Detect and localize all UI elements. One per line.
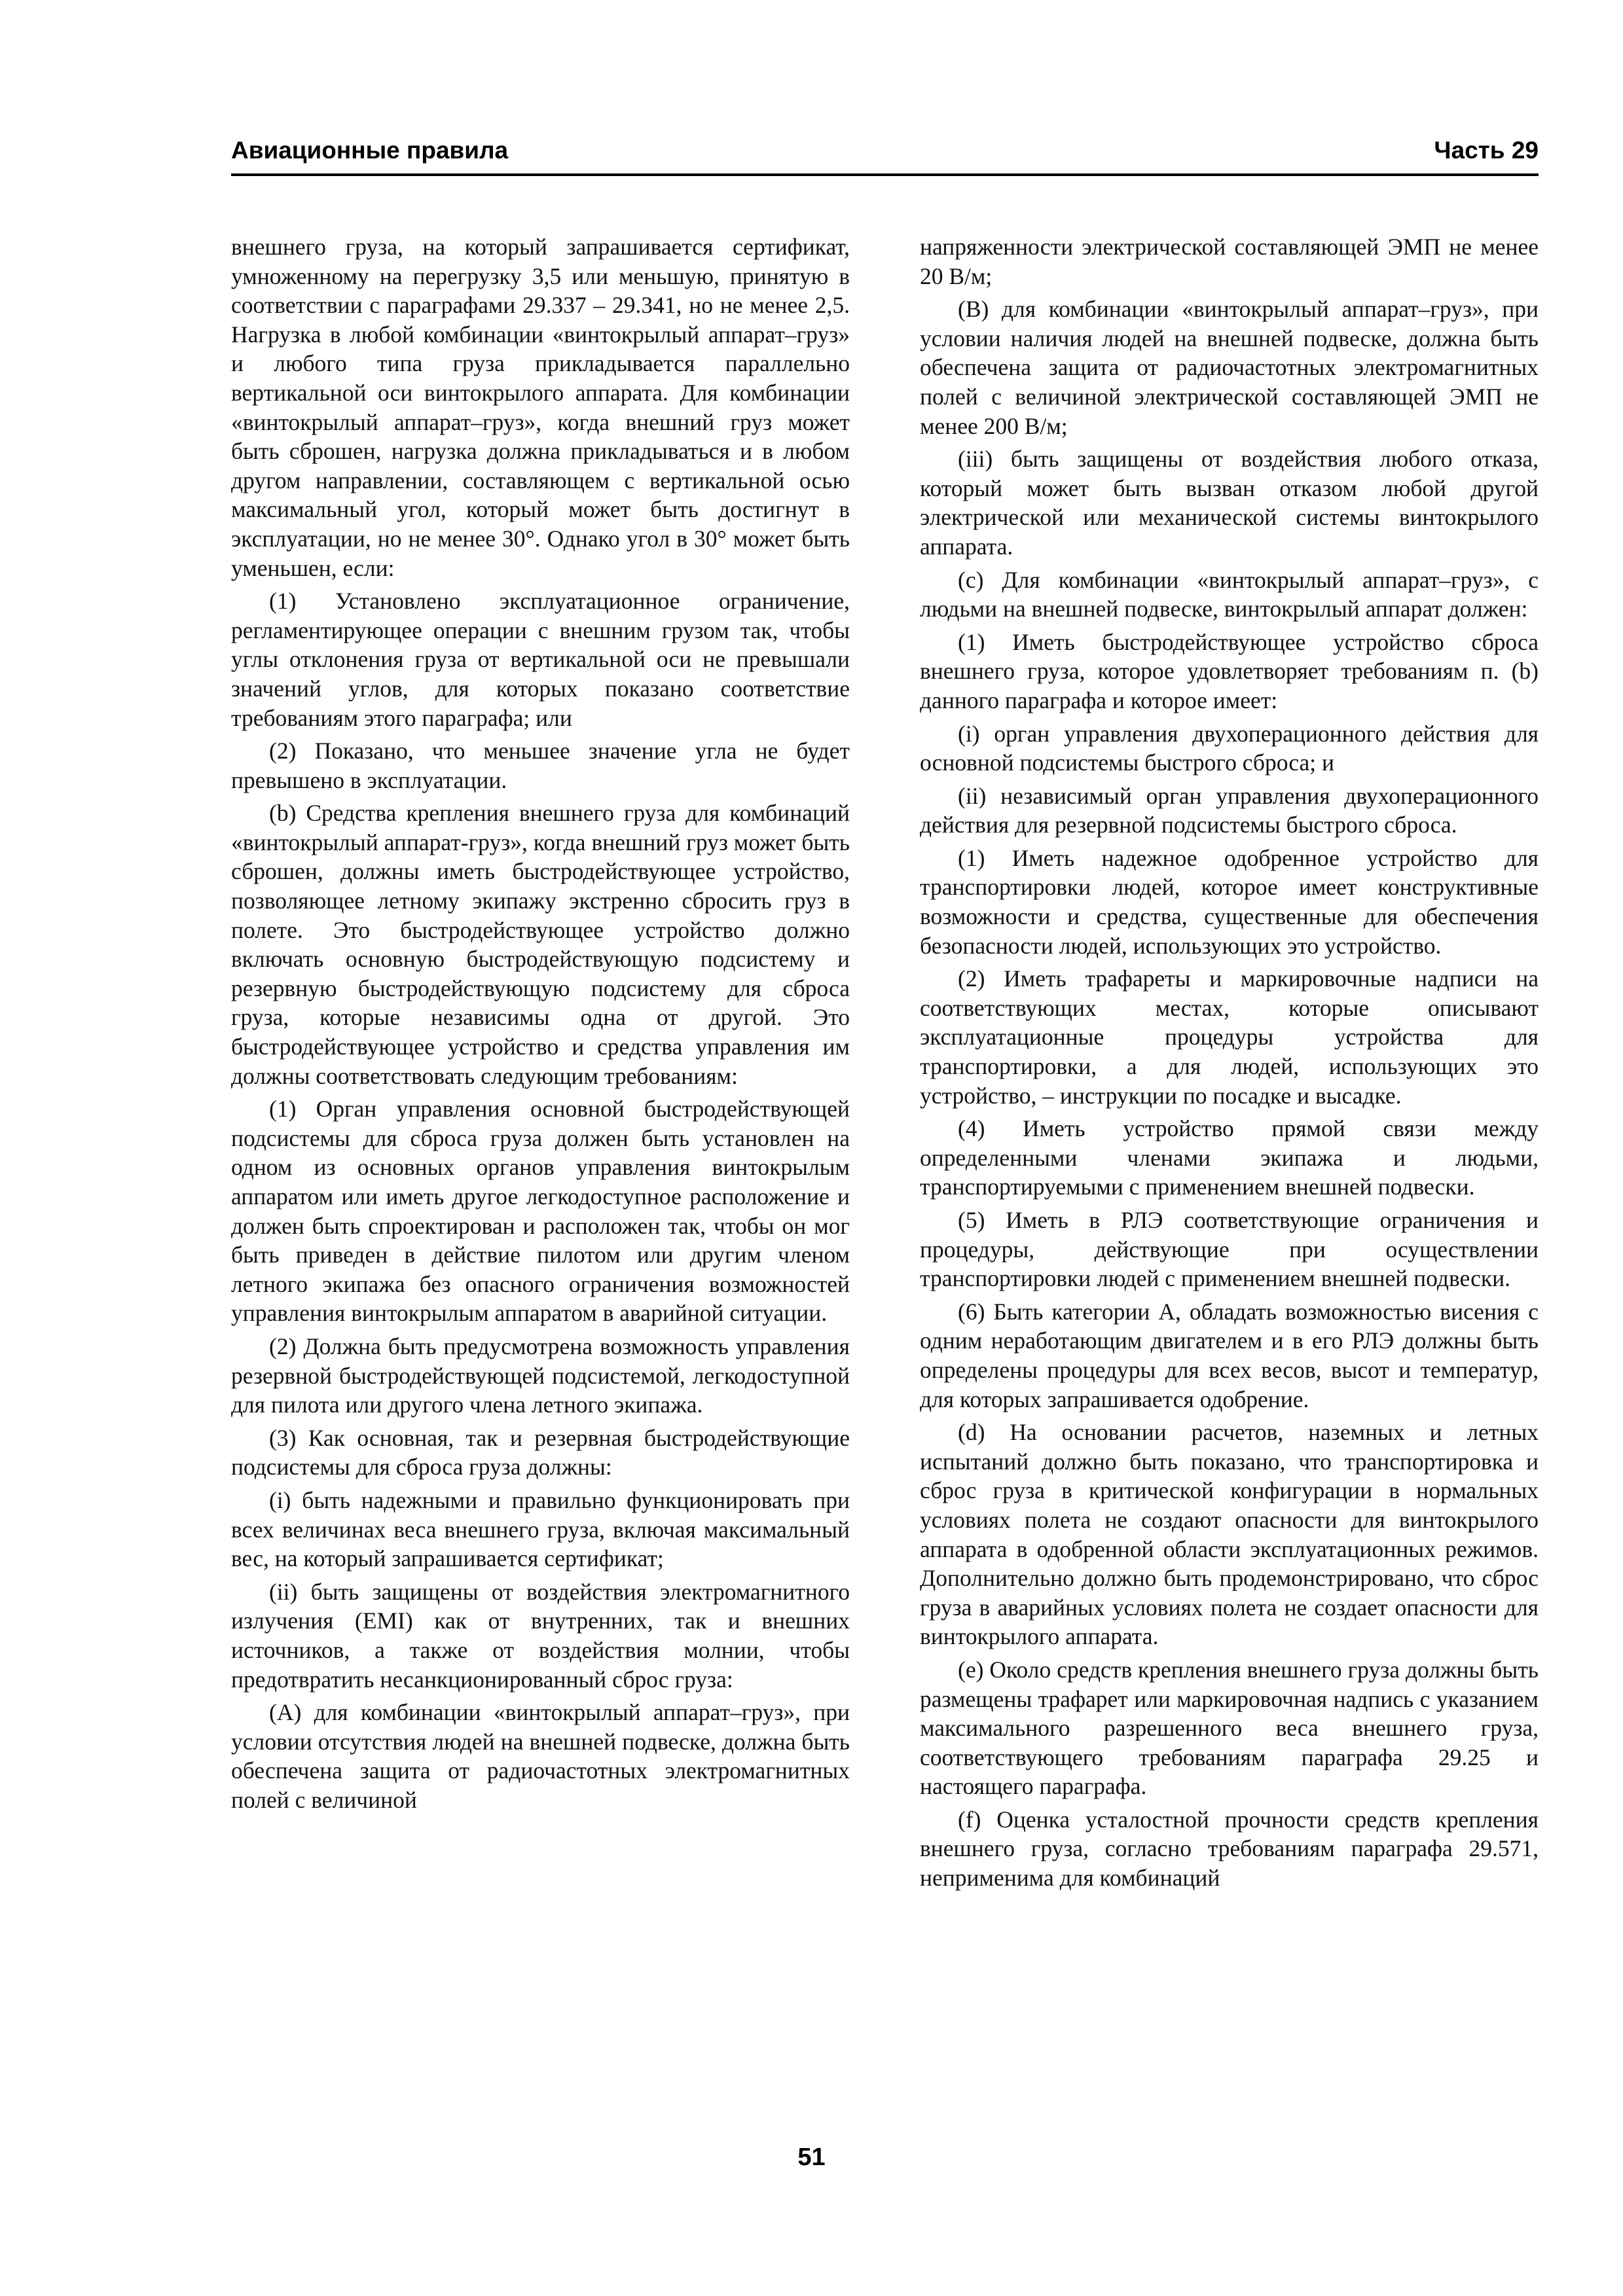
- paragraph: внешнего груза, на который запрашивается сертификат, умноженному на перегрузку 3,5 или меньшую, принятую в соответствии с параграфами 29.337 – 29.341, но не менее 2,5. Нагрузка в любой комбинации «винтокрылый аппарат–груз» и любого типа груза прикладывается параллельно вертикальной оси винтокрылого аппарата. Для комбинации «винтокрылый аппарат–груз», когда внешний груз может быть сброшен, нагрузка должна прикладываться и в любом другом направлении, составляющем с вертикальной осью максимальный угол, который может быть достигнут в эксплуатации, но не менее 30°. Однако угол в 30° может быть уменьшен, если:: [231, 234, 850, 581]
- running-header: [231, 134, 1539, 176]
- paragraph: напряженности электрической составляющей ЭМП не менее 20 В/м;: [920, 234, 1539, 289]
- header-part: Часть 29: [1434, 137, 1539, 164]
- paragraph: (b) Средства крепления внешнего груза для комбинаций «винтокрылый аппарат-груз», когда внешний груз может быть сброшен, должны иметь быстродействующее устройство, позволяющее летному экипажу экстренно сбросить груз в полете. Это быстродействующее устройство должно включать основную быстродействующую подсистему и резервную быстродействующую подсистему для сброса груза, которые независимы одна от другой. Это быстродействующее устройство и средства управления им должны соответствовать следующим требованиям:: [231, 800, 850, 1089]
- paragraph: (2) Должна быть предусмотрена возможность управления резервной быстродействующей подсистемой, легкодоступной для пилота или другого члена летного экипажа.: [231, 1333, 850, 1418]
- paragraph: (4) Иметь устройство прямой связи между определенными членами экипажа и людьми, транспортируемыми с применением внешней подвески.: [920, 1115, 1539, 1200]
- paragraph: (1) Орган управления основной быстродействующей подсистемы для сброса груза должен быть установлен на одном из основных органов управления винтокрылым аппаратом или иметь другое легкодоступное расположение и должен быть спроектирован и расположен так, чтобы он мог быть приведен в действие пилотом или другим членом летного экипажа без опасного ограничения возможностей управления винтокрылым аппаратом в аварийной ситуации.: [231, 1096, 850, 1327]
- paragraph: (3) Как основная, так и резервная быстродействующие подсистемы для сброса груза должны:: [231, 1424, 850, 1480]
- paragraph: (1) Установлено эксплуатационное ограничение, регламентирующее операции с внешним грузом так, чтобы углы отклонения груза от вертикальной оси не превышали значений углов, для которых показано соответствие требованиям этого параграфа; или: [231, 588, 850, 731]
- paragraph: (e) Около средств крепления внешнего груза должны быть размещены трафарет или маркировочная надпись с указанием максимального разрешенного веса внешнего груза, соответствующего требованиям параграфа 29.25 и настоящего параграфа.: [920, 1656, 1539, 1800]
- paragraph: (d) На основании расчетов, наземных и летных испытаний должно быть показано, что транспортировка и сброс груза в критической конфигурации в нормальных условиях полета не создают опасности для винтокрылого аппарата в одобренной области эксплуатационных режимов. Дополнительно должно быть продемонстрировано, что сброс груза в аварийных условиях полета не создает опасности для винтокрылого аппарата.: [920, 1419, 1539, 1650]
- paragraph: (iii) быть защищены от воздействия любого отказа, который может быть вызван отказом любой другой электрической или механической системы винтокрылого аппарата.: [920, 446, 1539, 560]
- paragraph: (c) Для комбинации «винтокрылый аппарат–груз», с людьми на внешней подвеске, винтокрылый аппарат должен:: [920, 566, 1539, 622]
- paragraph: (B) для комбинации «винтокрылый аппарат–груз», при условии наличия людей на внешней подвеске, должна быть обеспечена защита от радиочастотных электромагнитных полей с величиной электрической составляющей ЭМП не менее 200 В/м;: [920, 296, 1539, 439]
- paragraph: (2) Иметь трафареты и маркировочные надписи на соответствующих местах, которые описывают эксплуатационные процедуры устройства для транспортировки, а для людей, использующих это устройство, – инструкции по посадке и высадке.: [920, 965, 1539, 1109]
- paragraph: (A) для комбинации «винтокрылый аппарат–груз», при условии отсутствия людей на внешней подвеске, должна быть обеспечена защита от радиочастотных электромагнитных полей с величиной: [231, 1699, 850, 1813]
- paragraph: (i) быть надежными и правильно функционировать при всех величинах веса внешнего груза, включая максимальный вес, на который запрашивается сертификат;: [231, 1486, 850, 1572]
- paragraph: (6) Быть категории А, обладать возможностью висения с одним неработающим двигателем и в его РЛЭ должны быть определены процедуры для всех весов, высот и температур, для которых запрашивается одобрение.: [920, 1298, 1539, 1412]
- paragraph: (f) Оценка усталостной прочности средств крепления внешнего груза, согласно требованиям параграфа 29.571, неприменима для комбинаций: [920, 1806, 1539, 1892]
- left-column: [231, 232, 850, 1818]
- header-title: Авиационные правила: [231, 137, 509, 164]
- paragraph: (ii) независимый орган управления двухоперационного действия для резервной подсистемы быстрого сброса.: [920, 782, 1539, 838]
- paragraph: (i) орган управления двухоперационного действия для основной подсистемы быстрого сброса; и: [920, 720, 1539, 776]
- paragraph: (ii) быть защищены от воздействия электромагнитного излучения (EMI) как от внутренних, так и внешних источников, а также от воздействия молнии, чтобы предотвратить несанкционированный сброс груза:: [231, 1578, 850, 1693]
- paragraph: (5) Иметь в РЛЭ соответствующие ограничения и процедуры, действующие при осуществлении транспортировки людей с применением внешней подвески.: [920, 1207, 1539, 1292]
- paragraph: (1) Иметь надежное одобренное устройство для транспортировки людей, которое имеет конструктивные возможности и средства, существенные для обеспечения безопасности людей, использующих это устройство.: [920, 844, 1539, 959]
- paragraph: (2) Показано, что меньшее значение угла не будет превышено в эксплуатации.: [231, 738, 850, 793]
- paragraph: (1) Иметь быстродействующее устройство сброса внешнего груза, которое удовлетворяет требованиям п. (b) данного параграфа и которое имеет:: [920, 628, 1539, 713]
- right-column: [920, 232, 1539, 1897]
- page-number: 51: [797, 2144, 826, 2171]
